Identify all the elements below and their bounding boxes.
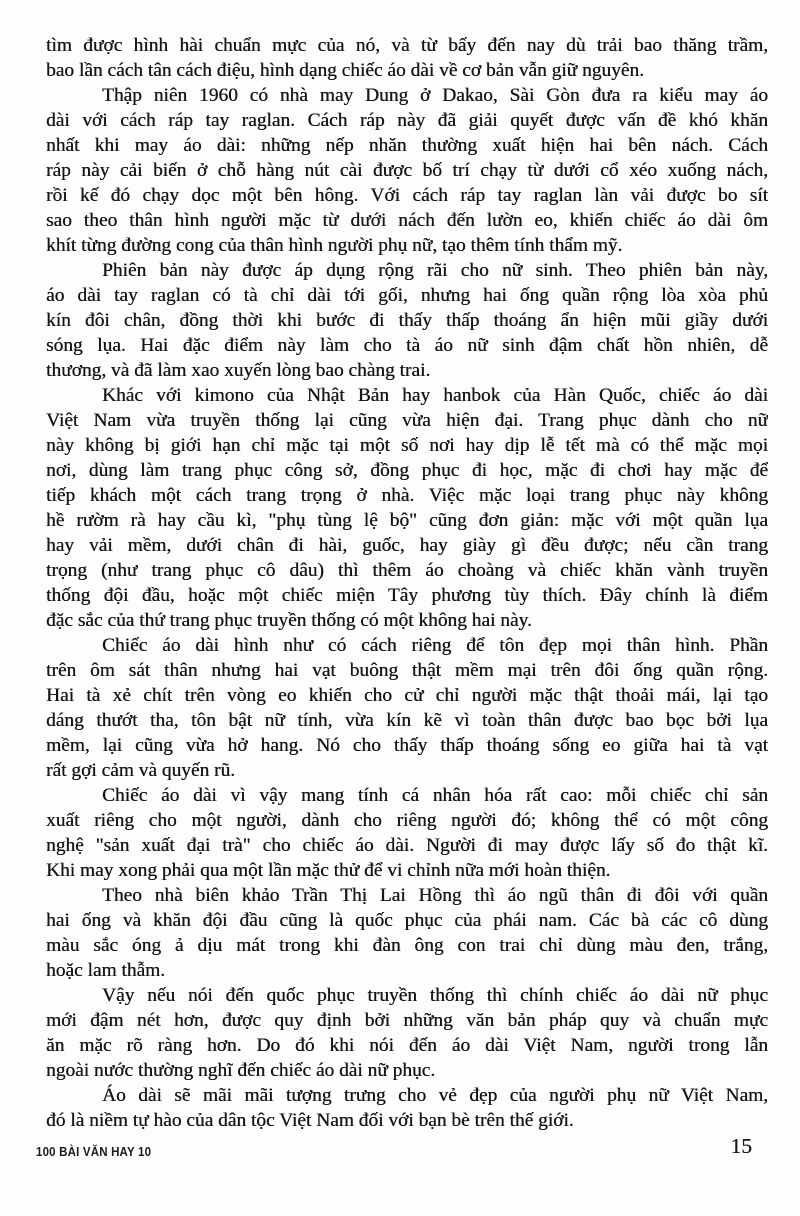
text-line: tìm được hình hài chuẩn mực của nó, và từ bấy đến nay dù trải bao thăng trầm, [46,35,768,56]
text-line: nghệ "sản xuất đại trà" cho chiếc áo dài. Người đi may được lấy số đo thật kĩ. [46,835,768,856]
text-line: này không bị giới hạn chỉ mặc tại một số nơi hay dịp lễ tết mà có thể mặc mọi [46,435,768,456]
text-line: rồi kế đó chạy dọc một bên hông. Với cách ráp tay raglan làn vải được bo sít [46,185,768,206]
text-line: sóng lụa. Hai đặc điểm này làm cho tà áo nữ sinh đậm chất hồn nhiên, dễ [46,335,768,356]
paragraph [46,783,768,883]
text-line: Hai tà xẻ chít trên vòng eo khiến cho cử chỉ người mặc thật thoải mái, lại tạo [46,685,768,706]
text-line: trọng (như trang phục cô dâu) thì thêm áo choàng và chiếc khăn vành truyền [46,560,768,581]
text-line: dài với cách ráp tay raglan. Cách ráp này đã giải quyết được vấn đề khó khăn [46,110,768,131]
text-line: hề rườm rà hay cầu kì, "phụ tùng lệ bộ" cũng đơn giản: mặc với một quần lụa [46,510,768,531]
text-line: màu sắc óng ả dịu mát trong khi đàn ông con trai chỉ dùng màu đen, trắng, [46,935,768,956]
page-number: 15 [730,1134,752,1158]
text-line: bao lần cách tân cách điệu, hình dạng chiếc áo dài về cơ bản vẫn giữ nguyên. [46,60,644,81]
text-line: Chiếc áo dài vì vậy mang tính cá nhân hóa rất cao: mỗi chiếc chỉ sản [102,785,768,806]
text-line: Khi may xong phải qua một lần mặc thử để vi chỉnh nữa mới hoàn thiện. [46,860,611,881]
paragraph [46,1083,768,1133]
text-line: trên ôm sát thân nhưng hai vạt buông thật mềm mại trên đôi ống quần rộng. [46,660,768,681]
paragraph [46,633,768,783]
text-line: nơi, dùng làm trang phục công sở, đồng phục đi học, mặc đi chơi hay mặc để [46,460,768,481]
paragraph [46,883,768,983]
text-line: hoặc lam thẫm. [46,960,165,981]
paragraph [46,983,768,1083]
text-line: ráp này cải biến ở chỗ hàng nút cài được bố trí chạy từ dưới cổ xéo xuống nách, [46,160,768,181]
text-line: dáng thướt tha, tôn bật nữ tính, vừa kín kẽ vì toàn thân được bao bọc bởi lụa [46,710,768,731]
text-line: đó là niềm tự hào của dân tộc Việt Nam đối với bạn bè trên thế giới. [46,1110,574,1131]
text-line: thống đội đầu, hoặc một chiếc miện Tây phương tùy thích. Đây chính là điểm [46,585,768,606]
text-line: nhất khi may áo dài: những nếp nhăn thường xuất hiện hai bên nách. Cách [46,135,768,156]
text-line: ăn mặc rõ ràng hơn. Do đó khi nói đến áo dài Việt Nam, người trong lẫn [46,1035,768,1056]
footer [36,1134,752,1159]
text-line: kín đôi chân, đồng thời khi bước đi thấy thấp thoáng ẩn hiện mũi giầy dưới [46,310,768,331]
text-line: mới đậm nét hơn, được quy định bởi những văn bản pháp quy và chuẩn mực [46,1010,768,1031]
book-title-footer: 100 BÀI VĂN HAY 10 [36,1145,152,1159]
text-line: Áo dài sẽ mãi mãi tượng trưng cho vẻ đẹp của người phụ nữ Việt Nam, [102,1085,768,1106]
text-line: xuất riêng cho một người, dành cho riêng người đó; không thể có một công [46,810,768,831]
text-line: khít từng đường cong của thân hình người phụ nữ, tạo thêm tính thẩm mỹ. [46,235,623,256]
text-line: tiếp khách một cách trang trọng ở nhà. Việc mặc loại trang phục này không [46,485,768,506]
text-line: Theo nhà biên khảo Trần Thị Lai Hồng thì áo ngũ thân đi đôi với quần [102,885,768,906]
text-line: rất gợi cảm và quyến rũ. [46,760,236,781]
text-column [46,33,768,1133]
text-line: Phiên bản này được áp dụng rộng rãi cho nữ sinh. Theo phiên bản này, [102,260,768,281]
text-line: hai ống và khăn đội đầu cũng là quốc phục của phái nam. Các bà các cô dùng [46,910,768,931]
text-line: Việt Nam vừa truyền thống lại cũng vừa hiện đại. Trang phục dành cho nữ [46,410,768,431]
paragraph [46,383,768,633]
text-line: thương, và đã làm xao xuyến lòng bao chàng trai. [46,360,431,381]
text-line: sao theo thân hình người mặc từ dưới nách đến lườn eo, khiến chiếc áo dài ôm [46,210,768,231]
text-line: Chiếc áo dài hình như có cách riêng để tôn đẹp mọi thân hình. Phần [102,635,768,656]
text-line: hay vải mềm, dưới chân đi hài, guốc, hay giày gì đều được; nếu cần trang [46,535,768,556]
paragraph [46,258,768,383]
text-line: đặc sắc của thứ trang phục truyền thống có một không hai này. [46,610,532,631]
paragraph [46,83,768,258]
text-line: Thập niên 1960 có nhà may Dung ở Dakao, Sài Gòn đưa ra kiểu may áo [102,85,768,106]
text-line: ngoài nước thường nghĩ đến chiếc áo dài nữ phục. [46,1060,436,1081]
text-line: Khác với kimono của Nhật Bản hay hanbok của Hàn Quốc, chiếc áo dài [102,385,768,406]
paragraph [46,33,768,83]
text-line: áo dài tay raglan có tà chỉ dài tới gối, nhưng hai ống quần rộng lòa xòa phủ [46,285,768,306]
text-line: Vậy nếu nói đến quốc phục truyền thống thì chính chiếc áo dài nữ phục [102,985,768,1006]
text-line: mềm, lại cũng vừa hở hang. Nó cho thấy thấp thoáng sống eo giữa hai tà vạt [46,735,768,756]
